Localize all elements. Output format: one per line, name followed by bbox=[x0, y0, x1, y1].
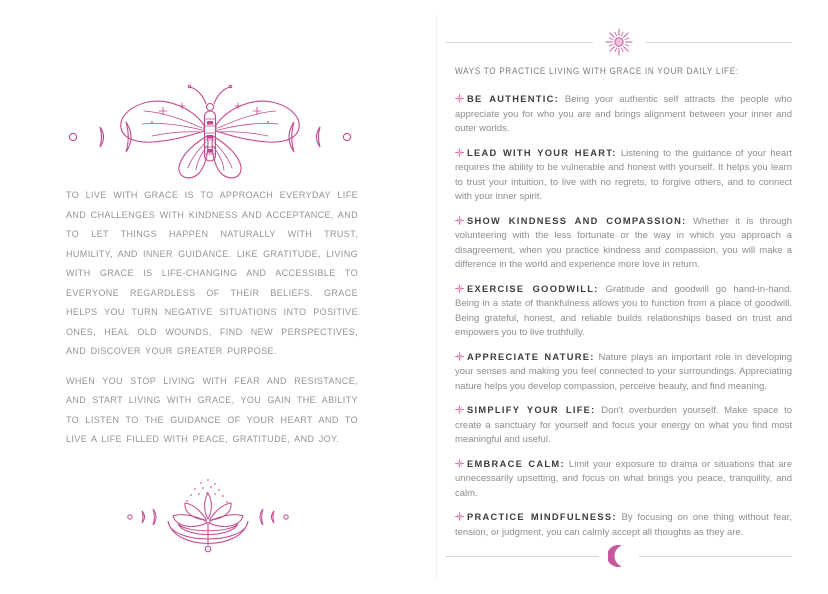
grace-text-block bbox=[66, 186, 358, 460]
practice-item-label: PRACTICE MINDFULNESS: bbox=[467, 512, 617, 522]
practice-item bbox=[455, 350, 792, 395]
practice-item-body: By focusing on one thing without fear, tension, or judgment, you can calmly accept all thoughts as they are. bbox=[455, 512, 792, 538]
page-title: WAYS TO PRACTICE LIVING WITH GRACE IN YOUR DAILY LIFE: bbox=[455, 66, 739, 77]
practice-item-label: APPRECIATE NATURE: bbox=[467, 351, 595, 362]
practice-item bbox=[455, 92, 792, 137]
lotus-moon-phases-icon bbox=[123, 477, 293, 562]
sparkle-bullet-icon bbox=[455, 94, 464, 103]
practice-item-label: LEAD WITH YOUR HEART: bbox=[467, 147, 617, 158]
crescent-moon-icon bbox=[608, 542, 630, 570]
top-ornament bbox=[445, 25, 792, 59]
practice-item bbox=[455, 403, 792, 448]
practice-item bbox=[455, 282, 792, 341]
sparkle-bullet-icon bbox=[455, 216, 464, 225]
grace-paragraph: TO LIVE WITH GRACE IS TO APPROACH EVERYDAY LIFE AND CHALLENGES WITH KINDNESS AND ACCEPTANCE, AND TO LET THINGS HAPPEN NATURALLY WITH TRUST, HUMILITY, AND INNER GUIDANCE. LIKE GRATITUDE, LIVING WITH GRACE IS LIFE-CHANGING AND ACCESSIBLE TO EVERYONE REGARDLESS OF THEIR BELIEFS. GRACE HELPS YOU TURN NEGATIVE SITUATIONS INTO POSITIVE ONES, HEAL OLD WOUNDS, FIND NEW PERSPECTIVES, AND DISCOVER YOUR GREATER PURPOSE. bbox=[66, 190, 358, 356]
practice-item-body: Being your authentic self attracts the people who appreciate you for who you are and brings alignment between your inner and outer worlds. bbox=[455, 94, 793, 134]
practice-item-body: Whether it is through volunteering with the less fortunate or the way in which you approach a disagreement, when you practice kindness and compassion, you will make a difference in the world and experience more love in return. bbox=[455, 215, 792, 270]
grace-paragraph: WHEN YOU STOP LIVING WITH FEAR AND RESISTANCE, AND START LIVING WITH GRACE, YOU GAIN THE ABILITY TO LISTEN TO THE GUIDANCE OF YOUR HEART AND TO LIVE A LIFE FILLED WITH PEACE, GRATITUDE, AND JOY. bbox=[66, 375, 358, 444]
sparkle-bullet-icon bbox=[455, 148, 464, 157]
sparkle-bullet-icon bbox=[455, 284, 464, 293]
practice-list bbox=[455, 92, 792, 549]
practice-item bbox=[455, 146, 792, 205]
bottom-ornament bbox=[445, 542, 792, 570]
practice-item-body: Gratitude and goodwill go hand-in-hand. Being in a state of thankfulness allows you to function from a place of goodwill. Being grateful, honest, and reliable builds relationships based on trust and empowers you to live truthfully. bbox=[455, 283, 793, 338]
practice-item-body: Limit your exposure to drama or situations that are unnecessarily upsetting, and focus on what brings you peace, tranquility, and calm. bbox=[455, 458, 793, 499]
ornament-line bbox=[445, 556, 599, 557]
practice-item-label: BE AUTHENTIC: bbox=[467, 94, 560, 104]
practice-item bbox=[455, 457, 792, 502]
sparkle-bullet-icon bbox=[455, 352, 464, 361]
sparkle-bullet-icon bbox=[455, 512, 464, 521]
practice-item bbox=[455, 510, 792, 540]
practice-item-label: SIMPLIFY YOUR LIFE: bbox=[467, 405, 596, 415]
practice-item-label: EMBRACE CALM: bbox=[467, 458, 565, 469]
practice-item bbox=[455, 214, 792, 273]
sparkle-bullet-icon bbox=[455, 405, 464, 414]
practice-item-body: Listening to the guidance of your heart requires the ability to be vulnerable and honest with yourself. It helps you learn to trust your intuition, to live with no regrets, to forgive others, and to connect with your inner spirit. bbox=[455, 147, 792, 202]
practice-item-body: Don't overburden yourself. Make space to create a sanctuary for yourself and focus your energy on what you find most meaningful and useful. bbox=[455, 405, 793, 445]
sparkle-bullet-icon bbox=[455, 459, 464, 468]
practice-item-label: EXERCISE GOODWILL: bbox=[467, 283, 599, 294]
sun-burst-icon bbox=[602, 25, 636, 59]
ornament-line bbox=[645, 42, 793, 43]
ornament-line bbox=[445, 42, 593, 43]
practice-item-body: Nature plays an important role in developing your senses and making you feel connected to your surroundings. Appreciating nature helps you develop compassion, perceive beauty, and find meaning. bbox=[455, 351, 792, 392]
practice-item-label: SHOW KINDNESS AND COMPASSION: bbox=[467, 215, 687, 226]
ornament-line bbox=[639, 556, 793, 557]
right-page bbox=[437, 0, 828, 594]
moth-moon-phases-icon bbox=[60, 78, 360, 183]
